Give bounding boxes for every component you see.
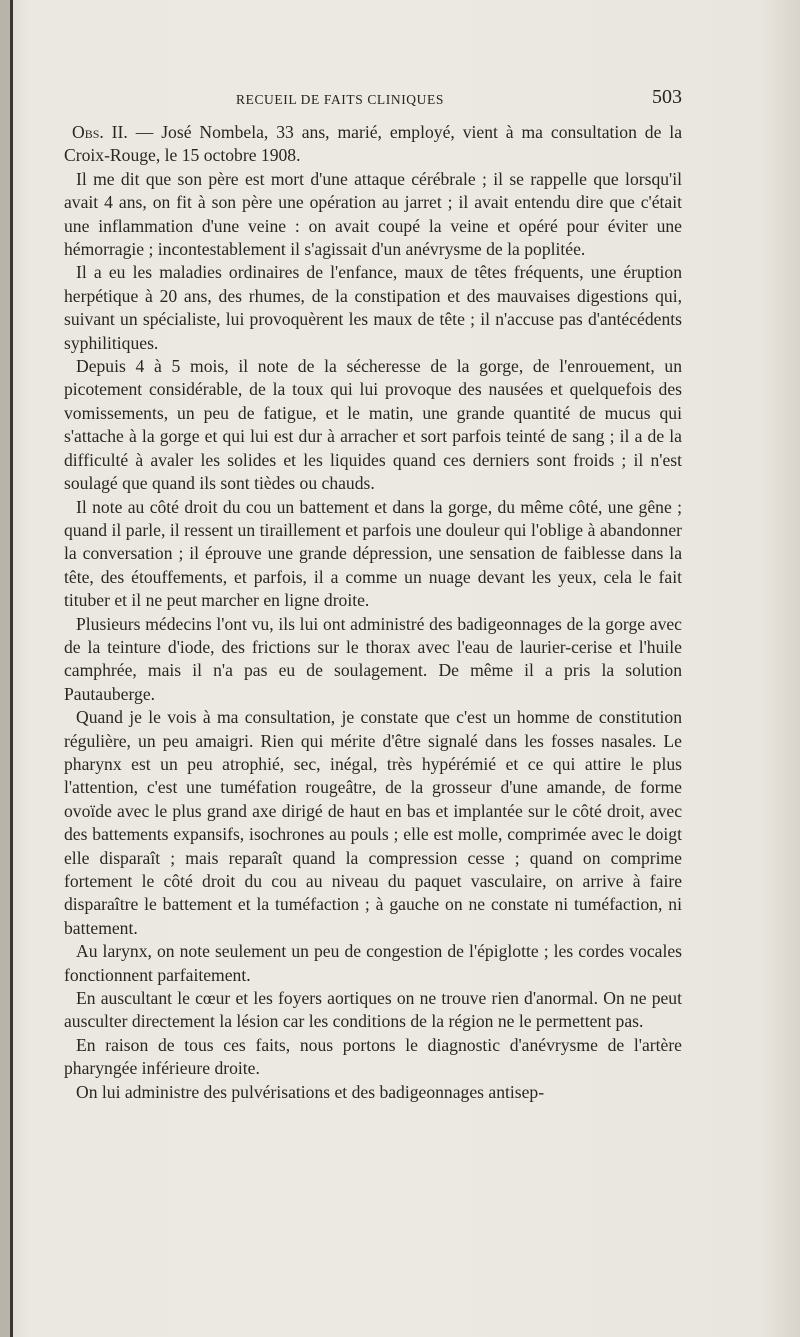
paragraph-examination: Quand je le vois à ma consultation, je constate que c'est un homme de constitution régulière, un peu amaigri. Rien qui mérite d'être signalé dans les fosses nasales. Le pharynx est un peu atrophié, sec, inégal, très hypérémié et ce qui attire le plus l'attention, c'est une tuméfation rougeâtre, de la grosseur d'une amande, de forme ovoïde avec le plus grand axe dirigé de haut en bas et implantée sur le côté droit, avec des battements expansifs, isochrones au pouls ; elle est molle, comprimée avec le doigt elle disparaît ; mais reparaît quand la compression cesse ; quand on comprime fortement le côté droit du cou au niveau du paquet vasculaire, on arrive à faire disparaître le battement et la tuméfaction ; à gauche on ne constate ni tuméfaction, ni battement.	[64, 707, 682, 938]
body-text	[64, 121, 682, 1104]
paragraph-treatment: On lui administre des pulvérisations et des badigeonnages antisep-	[76, 1081, 545, 1102]
paragraph-past-illnesses: Il a eu les maladies ordinaires de l'enfance, maux de têtes fréquents, une éruption herpétique à 20 ans, des rhumes, de la constipation et des mauvaises digestions qui, suivant un spécialiste, lui provoquèrent les maux de tête ; il n'accuse pas d'antécédents syphilitiques.	[64, 262, 682, 353]
binding-shadow	[0, 0, 10, 1337]
running-head	[64, 86, 682, 114]
obs-label: Obs. II.	[72, 122, 128, 142]
paragraph-text: — José Nombela, 33 ans, marié, employé, vient à ma consultation de la Croix-Rouge, le 15 octobre 1908.	[64, 122, 683, 166]
page-number: 503	[652, 86, 682, 108]
paragraph-prior-treatment: Plusieurs médecins l'ont vu, ils lui ont administré des badigeonnages de la gorge avec de la teinture d'iode, des frictions sur le thorax avec l'eau de laurier-cerise et l'huile camphrée, mais il n'a pas eu de soulagement. De même il a pris la solution Pautauberge.	[64, 613, 682, 704]
binding-edge	[10, 0, 13, 1337]
paragraph-neck-symptoms: Il note au côté droit du cou un battement et dans la gorge, du même côté, une gêne ; quand il parle, il ressent un tiraillement et parfois une douleur qui l'oblige à abandonner la conversation ; il éprouve une grande dépression, une sensation de faiblesse dans la tête, des étouffements, et parfois, il a comme un nuage devant les yeux, cela le fait tituber et il ne peut marcher en ligne droite.	[64, 496, 682, 611]
paragraph-larynx: Au larynx, on note seulement un peu de congestion de l'épiglotte ; les cordes vocales fonctionnent parfaitement.	[64, 941, 682, 985]
running-title: RECUEIL DE FAITS CLINIQUES	[236, 92, 444, 107]
paragraph-diagnosis: En raison de tous ces faits, nous portons le diagnostic d'anévrysme de l'artère pharyngée inférieure droite.	[64, 1034, 682, 1079]
paragraph-auscultation: En auscultant le cœur et les foyers aortiques on ne trouve rien d'anormal. On ne peut ausculter directement la lésion car les conditions de la région ne le permettent pas.	[64, 988, 682, 1032]
paragraph-obs-intro	[64, 121, 682, 168]
paragraph-family-history: Il me dit que son père est mort d'une attaque cérébrale ; il se rappelle que lorsqu'il avait 4 ans, on fit à son père une opération au jarret ; il avait entendu dire que c'était une inflammation d'une veine : on avait coupé la veine et opéré pour éviter une hémorragie ; incontestablement il s'agissait d'un anévrysme de la poplitée.	[64, 168, 682, 260]
paragraph-symptoms: Depuis 4 à 5 mois, il note de la sécheresse de la gorge, de l'enrouement, un picotement considérable, de la toux qui lui provoque des nausées et quelquefois des vomissements, un peu de fatigue, et le matin, une grande quantité de mucus qui s'attache à la gorge et qui lui est dur à arracher et sort parfois teinté de sang ; il a de la difficulté à avaler les solides et les liquides quand ces derniers sont froids ; il n'est soulagé que quand ils sont tièdes ou chauds.	[64, 356, 682, 494]
